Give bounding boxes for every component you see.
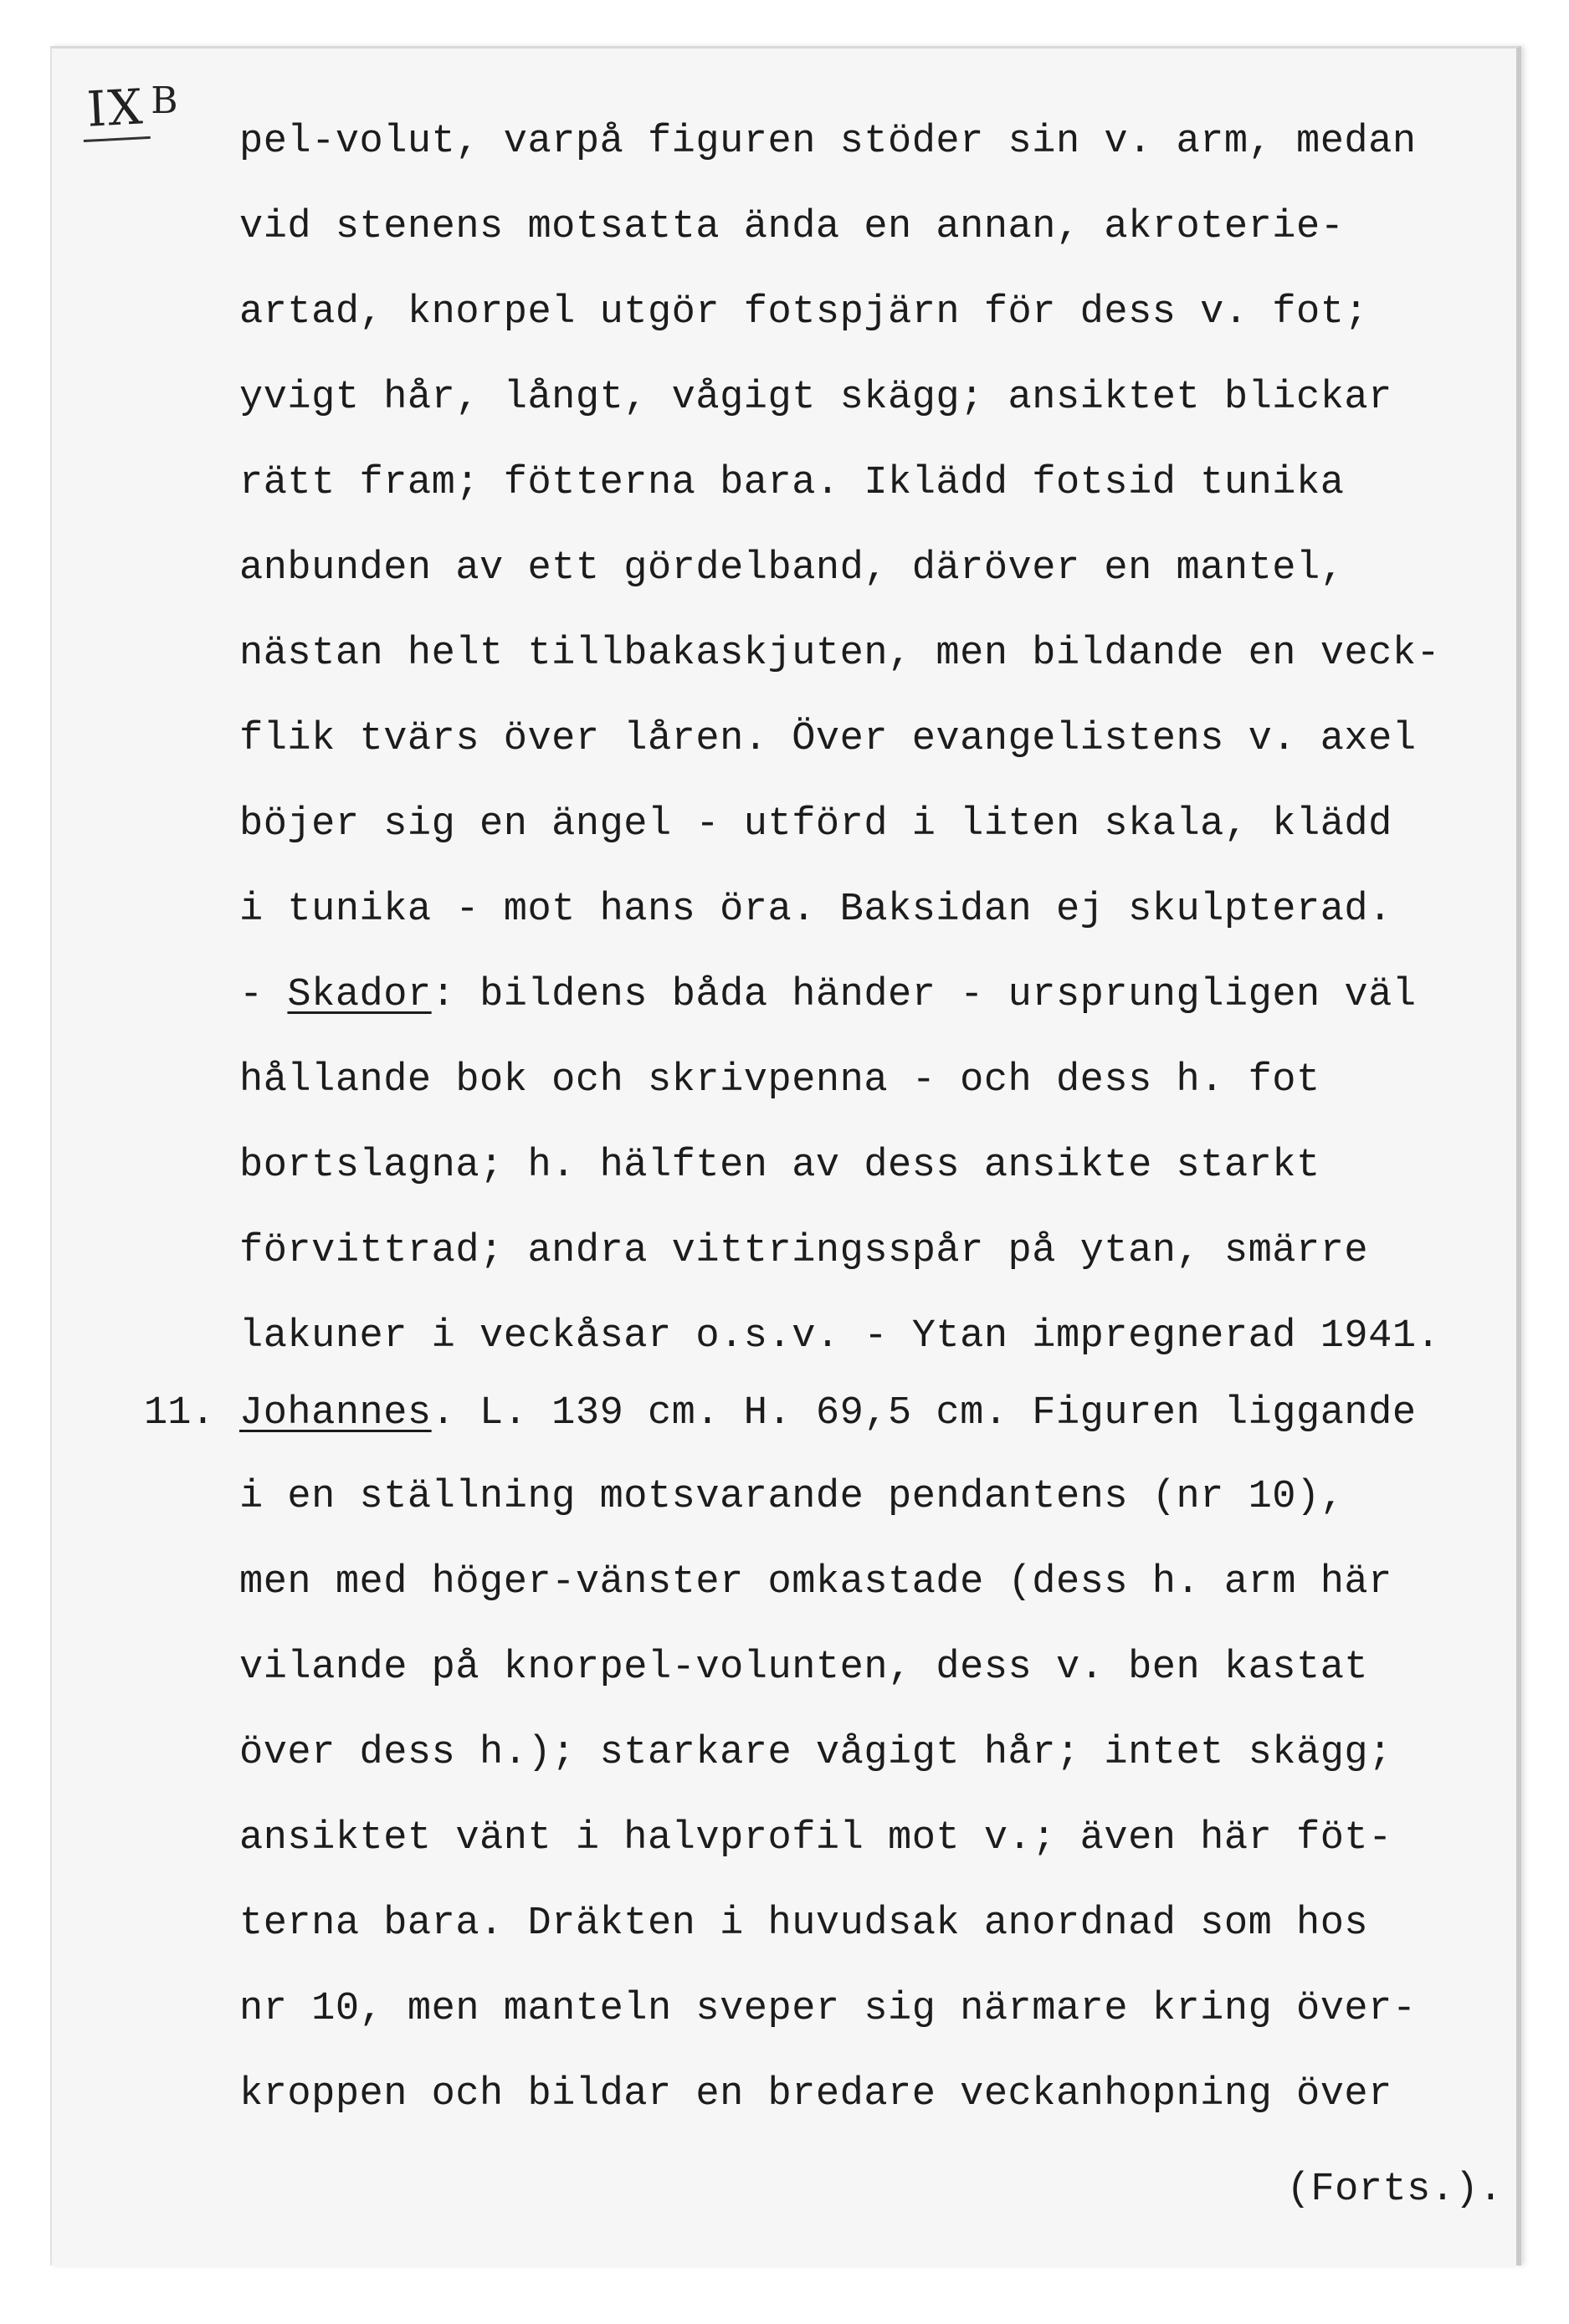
- text-line: rätt fram; fötterna bara. Iklädd fotsid tunika: [239, 461, 1345, 505]
- text-line: ansiktet vänt i halvprofil mot v.; även här föt-: [239, 1816, 1392, 1861]
- skador-heading: Skador: [287, 973, 432, 1017]
- text-line: vilande på knorpel-volunten, dess v. ben kastat: [239, 1646, 1369, 1690]
- text-line: i en ställning motsvarande pendantens (nr 10),: [239, 1475, 1345, 1519]
- continuation-note: (Forts.).: [1286, 2168, 1503, 2212]
- text-line: terna bara. Dräkten i huvudsak anordnad som hos: [239, 1902, 1369, 1946]
- johannes-heading: Johannes: [239, 1391, 432, 1436]
- text-line: böjer sig en ängel - utförd i liten skala, klädd: [239, 802, 1392, 847]
- text-line: förvittrad; andra vittringsspår på ytan, smärre: [239, 1229, 1369, 1273]
- text-line: hållande bok och skrivpenna - och dess h. fot: [239, 1058, 1320, 1103]
- text-line: artad, knorpel utgör fotspjärn för dess v. fot;: [239, 290, 1369, 335]
- johannes-line: [239, 1389, 1417, 1439]
- skador-text: : bildens båda händer - ursprungligen väl: [431, 973, 1417, 1017]
- text-line: men med höger-vänster omkastade (dess h. arm här: [239, 1560, 1392, 1605]
- page-reference-label: [82, 79, 180, 141]
- text-line: yvigt hår, långt, vågigt skägg; ansiktet blickar: [239, 376, 1392, 420]
- text-line: anbunden av ett gördelband, däröver en mantel,: [239, 546, 1345, 591]
- text-line: lakuner i veckåsar o.s.v. - Ytan impregnerad 1941.: [239, 1314, 1441, 1359]
- text-line: över dess h.); starkare vågigt hår; intet skägg;: [239, 1731, 1392, 1775]
- text-line: kroppen och bildar en bredare veckanhopning över: [239, 2072, 1392, 2117]
- text-line: i tunika - mot hans öra. Baksidan ej skulpterad.: [239, 888, 1392, 932]
- roman-numeral: IX: [80, 78, 151, 142]
- text-line: pel-volut, varpå figuren stöder sin v. arm, medan: [239, 120, 1417, 164]
- skador-line: [239, 970, 1417, 1021]
- johannes-text: . L. 139 cm. H. 69,5 cm. Figuren liggande: [431, 1391, 1417, 1436]
- text-line: flik tvärs över låren. Över evangelistens v. axel: [239, 717, 1417, 761]
- skador-prefix: -: [239, 973, 288, 1017]
- text-line: bortslagna; h. hälften av dess ansikte starkt: [239, 1144, 1320, 1188]
- text-line: vid stenens motsatta ända en annan, akroterie-: [239, 205, 1345, 249]
- text-line: nästan helt tillbakaskjuten, men bildande en veck-: [239, 632, 1441, 676]
- paragraph-number: 11.: [144, 1391, 215, 1436]
- section-letter: B: [151, 79, 180, 122]
- text-line: nr 10, men manteln sveper sig närmare kring över-: [239, 1987, 1417, 2031]
